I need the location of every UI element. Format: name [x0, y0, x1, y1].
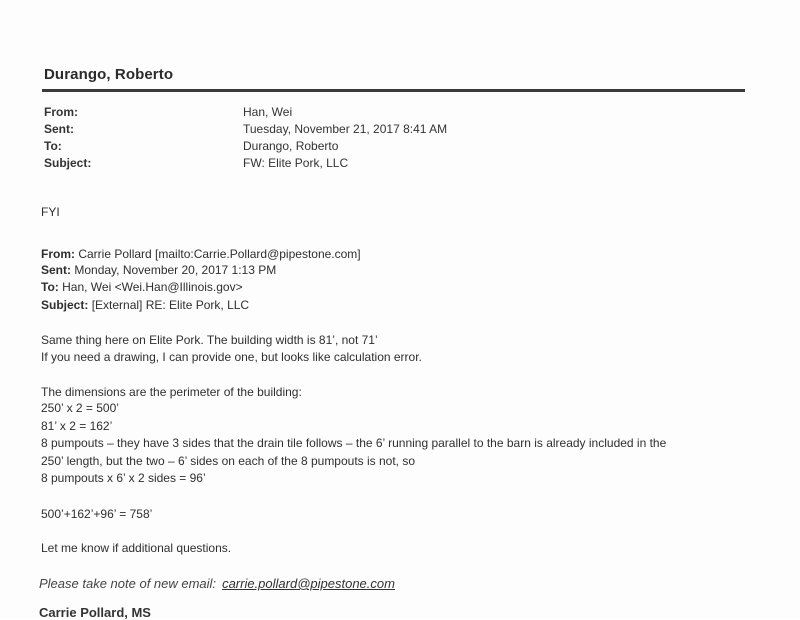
inner-from-value: Carrie Pollard [mailto:Carrie.Pollard@pipestone.com] [78, 247, 361, 261]
header-divider [42, 89, 745, 92]
inner-subject-label: Subject: [41, 298, 89, 312]
signature-email-link[interactable]: carrie.pollard@pipestone.com [222, 576, 395, 591]
outer-subject-value: FW: Elite Pork, LLC [243, 156, 349, 170]
body-line: 250’ x 2 = 500’ [41, 401, 119, 415]
inner-to-value: Han, Wei <Wei.Han@Illinois.gov> [62, 280, 243, 294]
signature-name: Carrie Pollard, MS [39, 605, 151, 620]
inner-subject-row [41, 298, 249, 312]
outer-subject-label: Subject: [44, 156, 92, 170]
outer-to-label: To: [44, 139, 62, 153]
body-line: The dimensions are the perimeter of the building: [41, 385, 302, 399]
inner-subject-value: [External] RE: Elite Pork, LLC [91, 298, 250, 312]
body-line: Let me know if additional questions. [41, 541, 232, 555]
inner-from-label: From: [41, 247, 75, 261]
outer-from-value: Han, Wei [243, 105, 293, 119]
body-line: 81’ x 2 = 162’ [41, 419, 113, 433]
inner-sent-row [41, 263, 276, 277]
outer-sent-label: Sent: [44, 122, 74, 136]
mailbox-owner-name: Durango, Roberto [44, 66, 174, 83]
forward-note: FYI [41, 205, 60, 219]
inner-sent-label: Sent: [41, 263, 71, 277]
inner-sent-value: Monday, November 20, 2017 1:13 PM [74, 263, 277, 277]
inner-to-row [41, 280, 243, 294]
outer-sent-value: Tuesday, November 21, 2017 8:41 AM [243, 122, 448, 136]
inner-to-label: To: [41, 280, 59, 294]
body-line: 8 pumpouts x 6’ x 2 sides = 96’ [41, 471, 206, 485]
inner-from-row [41, 247, 361, 261]
signature-email-notice [39, 576, 395, 591]
body-line: 500’+162’+96’ = 758’ [41, 507, 153, 521]
outer-to-value: Durango, Roberto [243, 139, 339, 153]
body-line: 8 pumpouts – they have 3 sides that the drain tile follows – the 6’ running parallel to the barn is already included in the [41, 436, 667, 450]
body-line: Same thing here on Elite Pork. The building width is 81’, not 71’ [41, 333, 378, 347]
body-line: 250’ length, but the two – 6’ sides on each of the 8 pumpouts is not, so [41, 454, 416, 468]
signature-note: Please take note of new email: [39, 576, 217, 591]
body-line: If you need a drawing, I can provide one, but looks like calculation error. [41, 350, 422, 364]
outer-from-label: From: [44, 105, 78, 119]
